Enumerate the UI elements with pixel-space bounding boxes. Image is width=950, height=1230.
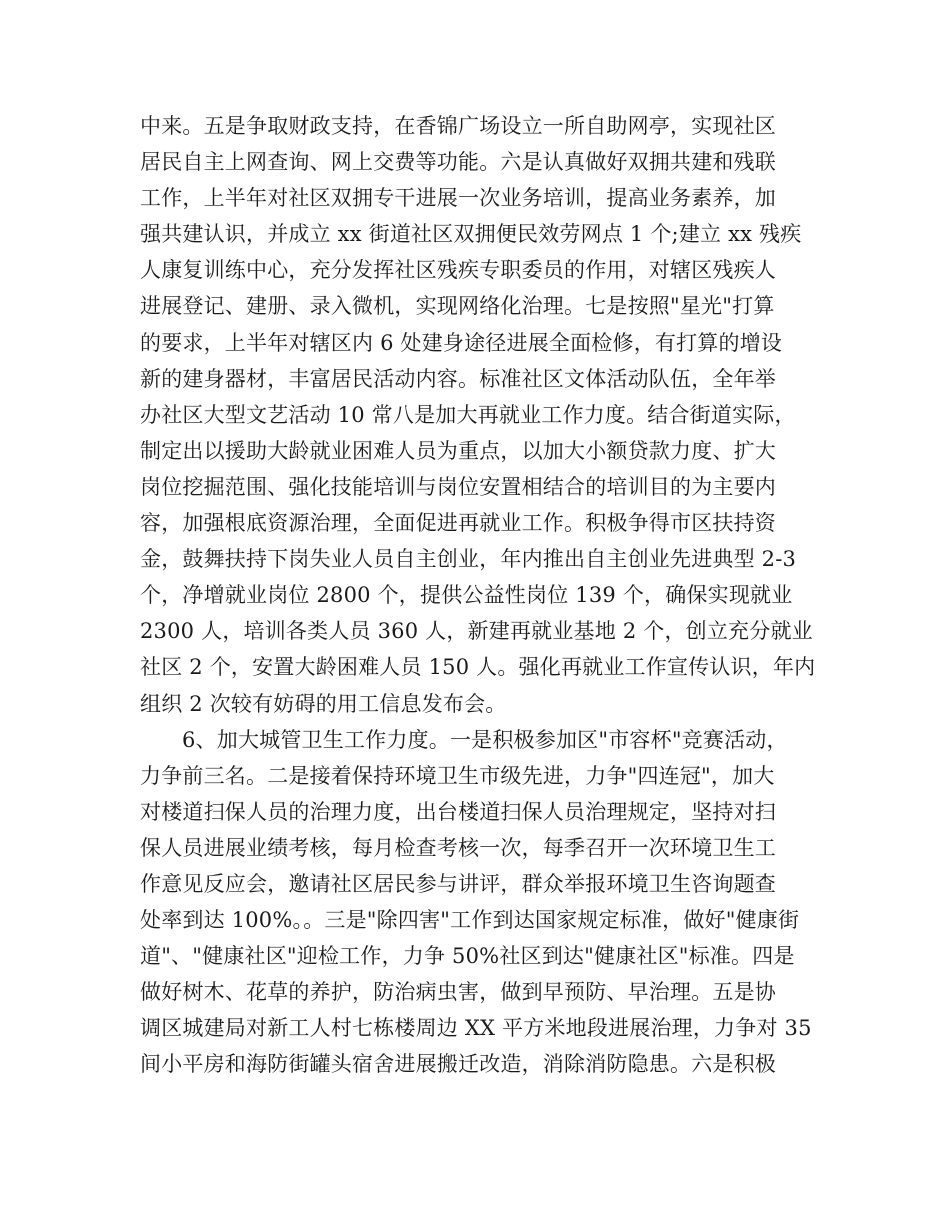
text-line: 道"、"健康社区"迎检工作，力争 50%社区到达"健康社区"标准。四是 xyxy=(140,944,795,969)
text-line: 进展登记、建册、录入微机，实现网络化治理。七是按照"星光"打算 xyxy=(140,294,775,319)
text-line: 处率到达 100%。。三是"除四害"工作到达国家规定标准，做好"健康街 xyxy=(140,908,800,933)
text-line: 办社区大型文艺活动 10 常八是加大再就业工作力度。结合街道实际， xyxy=(140,402,796,427)
text-line: 强共建认识，并成立 xx 街道社区双拥便民效劳网点 1 个;建立 xx 残疾 xyxy=(140,222,802,247)
text-line: 容，加强根底资源治理，全面促进再就业工作。积极争得市区扶持资 xyxy=(140,511,776,536)
text-line: 个，净增就业岗位 2800 个，提供公益性岗位 139 个，确保实现就业 xyxy=(140,583,793,608)
text-line: 组织 2 次较有妨碍的用工信息发布会。 xyxy=(140,691,507,716)
text-line: 金，鼓舞扶持下岗失业人员自主创业，年内推出自主创业先进典型 2-3 xyxy=(140,547,797,572)
text-line: 工作，上半年对社区双拥专干进展一次业务培训，提高业务素养，加 xyxy=(140,186,776,211)
text-line: 力争前三名。二是接着保持环境卫生市级先进，力争"四连冠"，加大 xyxy=(140,763,775,788)
text-line: 居民自主上网查询、网上交费等功能。六是认真做好双拥共建和残联 xyxy=(140,150,776,175)
text-line: 岗位挖掘范围、强化技能培训与岗位安置相结合的培训目的为主要内 xyxy=(140,474,776,499)
body-text xyxy=(140,108,820,1083)
text-line: 保人员进展业绩考核，每月检查考核一次，每季召开一次环境卫生工 xyxy=(140,835,776,860)
text-line: 调区城建局对新工人村七栋楼周边 XX 平方米地段进展治理，力争对 35 xyxy=(140,1016,812,1041)
text-line: 社区 2 个，安置大龄困难人员 150 人。强化再就业工作宣传认识，年内 xyxy=(140,655,816,680)
text-line: 对楼道扫保人员的治理力度，出台楼道扫保人员治理规定，坚持对扫 xyxy=(140,799,776,824)
text-line: 人康复训练中心，充分发挥社区残疾专职委员的作用，对辖区残疾人 xyxy=(140,258,776,283)
text-line: 中来。五是争取财政支持，在香锦广场设立一所自助网亭，实现社区 xyxy=(140,114,776,138)
paragraph-start-line: 6、加大城管卫生工作力度。一是积极参加区"市容杯"竞赛活动， xyxy=(182,727,788,752)
text-line: 的要求，上半年对辖区内 6 处建身途径进展全面检修，有打算的增设 xyxy=(140,330,783,355)
text-line: 新的建身器材，丰富居民活动内容。标准社区文体活动队伍，全年举 xyxy=(140,366,776,391)
text-line: 制定出以援助大龄就业困难人员为重点，以加大小额贷款力度、扩大 xyxy=(140,438,776,463)
text-line: 间小平房和海防街罐头宿舍进展搬迁改造，消除消防隐患。六是积极 xyxy=(140,1052,776,1077)
text-line: 作意见反应会，邀请社区居民参与讲评，群众举报环境卫生咨询题查 xyxy=(140,871,776,896)
text-line: 2300 人，培训各类人员 360 人，新建再就业基地 2 个，创立充分就业 xyxy=(140,619,813,644)
text-line: 做好树木、花草的养护，防治病虫害，做到早预防、早治理。五是协 xyxy=(140,980,776,1005)
